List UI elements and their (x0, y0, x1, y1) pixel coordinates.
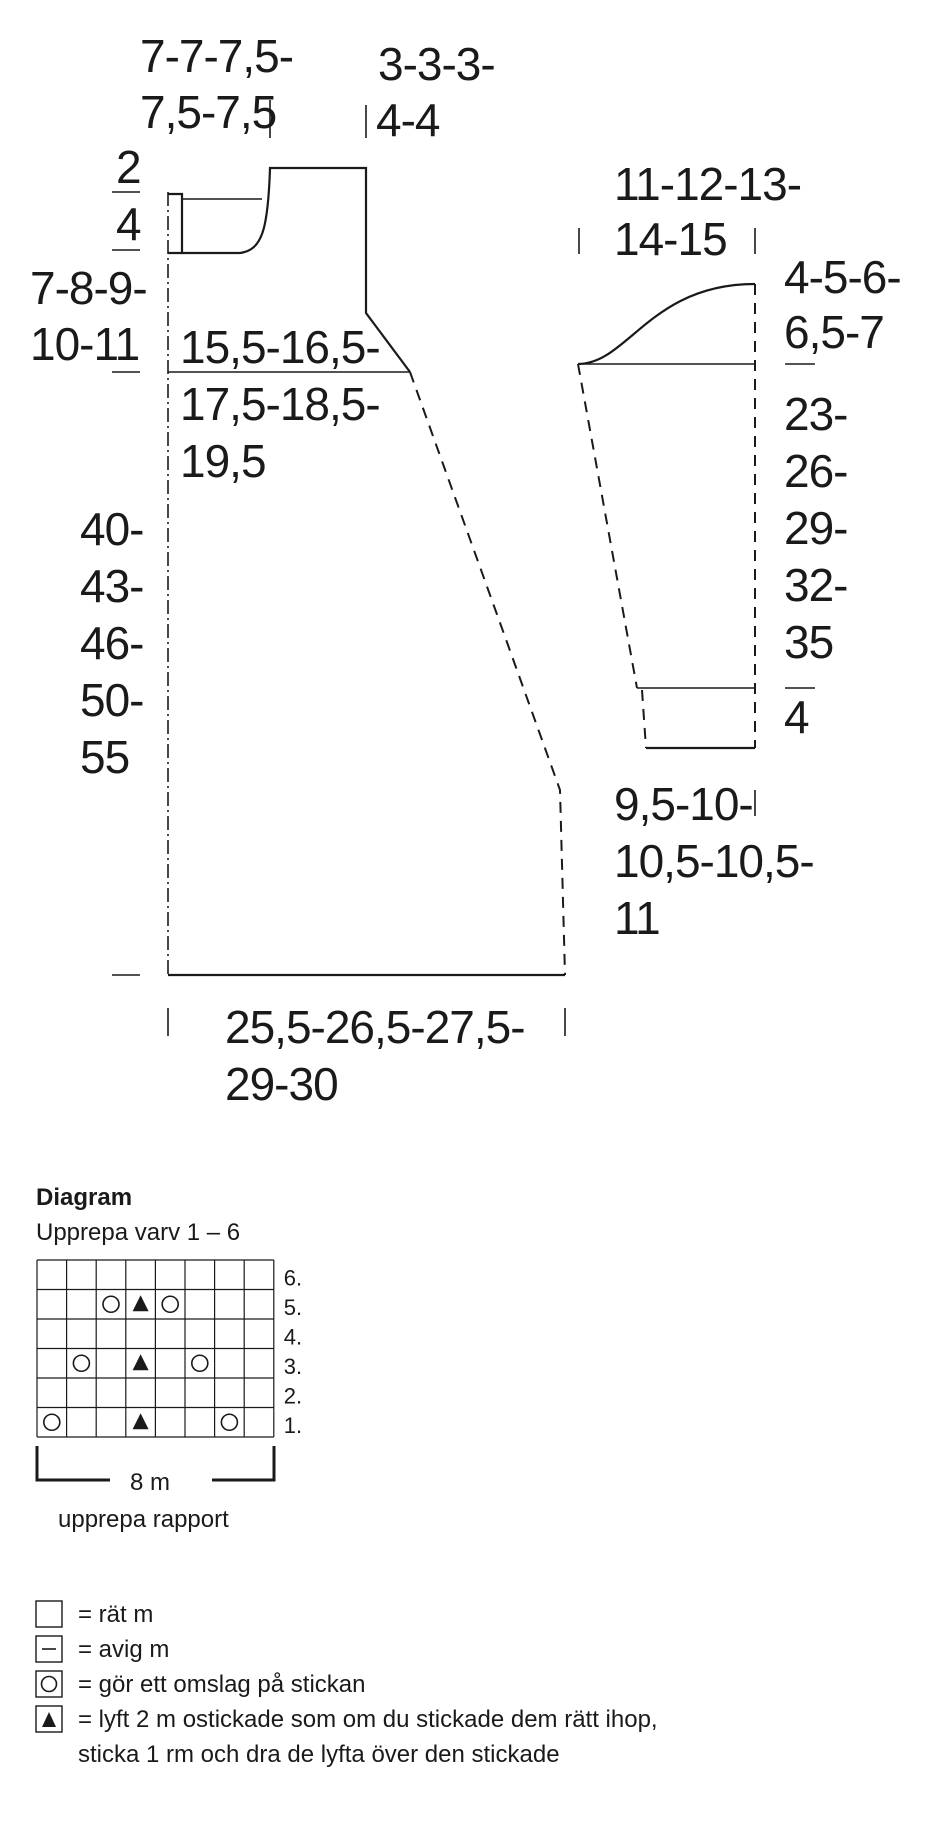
armhole-width-label: 17,5-18,5- (180, 378, 380, 430)
diagram-title: Diagram (36, 1184, 133, 1211)
body-length-label: 40- (80, 503, 144, 555)
sleeve-piece (578, 158, 901, 944)
armhole-depth-label: 10-11 (30, 318, 140, 370)
cuff-left (642, 690, 646, 748)
body-piece (30, 30, 565, 1110)
legend-text: = lyft 2 m ostickade som om du stickade dem rätt ihop, (78, 1706, 658, 1733)
row-number: 3. (283, 1354, 303, 1379)
row-number: 4. (283, 1324, 303, 1350)
yarnover-symbol (162, 1296, 178, 1312)
diagram-subtitle: Upprepa varv 1 – 6 (36, 1219, 241, 1246)
body-length-label: 50- (80, 674, 144, 726)
cuff-width-label: 9,5-10- (614, 778, 753, 830)
armhole-depth-label: 7-8-9- (30, 262, 147, 314)
cap-height-label: 6,5-7 (784, 306, 884, 358)
cap-width-label: 14-15 (614, 213, 727, 265)
empty-square-icon (36, 1601, 62, 1627)
repeat-label: upprepa rapport (58, 1506, 229, 1533)
stitch-diagram (36, 1184, 302, 1533)
sleeve-length-label: 35 (784, 616, 834, 668)
sleeve-cap-curve (578, 284, 755, 364)
circle-square-icon (36, 1671, 62, 1697)
row-number: 1. (283, 1413, 303, 1438)
cuff-width-label: 10,5-10,5- (614, 835, 814, 887)
shoulder-width-label: 4-4 (376, 94, 440, 146)
neck-width-label: 7-7-7,5- (140, 30, 294, 82)
cap-width-label: 11-12-13- (614, 158, 802, 210)
repeat-count-label: 8 m (130, 1469, 171, 1496)
armhole-width-label: 15,5-16,5- (180, 321, 380, 373)
hem-width-label: 25,5-26,5-27,5- (225, 1001, 525, 1053)
cuff-height-label: 4 (784, 691, 809, 743)
cap-height-label: 4-5-6- (784, 251, 901, 303)
stitch-grid (37, 1260, 274, 1437)
row-labels (284, 1266, 302, 1439)
decrease-symbol (133, 1354, 149, 1370)
body-length-label: 43- (80, 560, 144, 612)
row-number: 5. (283, 1295, 303, 1320)
yarnover-symbol (221, 1414, 237, 1430)
legend-item-yarnover (36, 1671, 365, 1698)
sleeve-length-label: 23- (784, 388, 848, 440)
legend-text: sticka 1 rm och dra de lyfta över den stickade (78, 1741, 560, 1768)
repeat-bracket-right (212, 1446, 274, 1480)
armhole-width-label: 19,5 (180, 435, 266, 487)
repeat-bracket-left (37, 1446, 110, 1480)
legend-item-purl (36, 1636, 169, 1663)
legend-text: = rät m (78, 1601, 154, 1628)
hem-width-label: 29-30 (225, 1058, 338, 1110)
row-number: 2. (283, 1383, 303, 1409)
row-number: 6. (283, 1265, 303, 1291)
body-length-label: 46- (80, 617, 144, 669)
yarnover-symbol (73, 1355, 89, 1371)
back-neck-outline (168, 194, 182, 253)
cuff-width-label: 11 (614, 892, 660, 944)
legend-item-knit (36, 1601, 153, 1628)
legend-text: = gör ett omslag på stickan (78, 1671, 366, 1698)
sleeve-length-label: 32- (784, 559, 848, 611)
neck-drop-label: 4 (116, 198, 141, 250)
sleeve-length-label: 26- (784, 445, 848, 497)
decrease-symbol (133, 1295, 149, 1311)
body-side-line (410, 372, 565, 975)
neck-width-label: 7,5-7,5 (140, 86, 277, 138)
legend (36, 1601, 658, 1768)
neck-drop-label: 2 (116, 141, 141, 193)
sleeve-edge-left (578, 364, 637, 688)
yarnover-symbol (44, 1414, 60, 1430)
legend-text: = avig m (78, 1636, 170, 1663)
decrease-symbol (133, 1413, 149, 1429)
yarnover-symbol (103, 1296, 119, 1312)
yarnover-symbol (192, 1355, 208, 1371)
sleeve-length-label: 29- (784, 502, 848, 554)
shoulder-width-label: 3-3-3- (378, 38, 495, 90)
body-length-label: 55 (80, 731, 130, 783)
legend-item-decrease (36, 1706, 658, 1768)
